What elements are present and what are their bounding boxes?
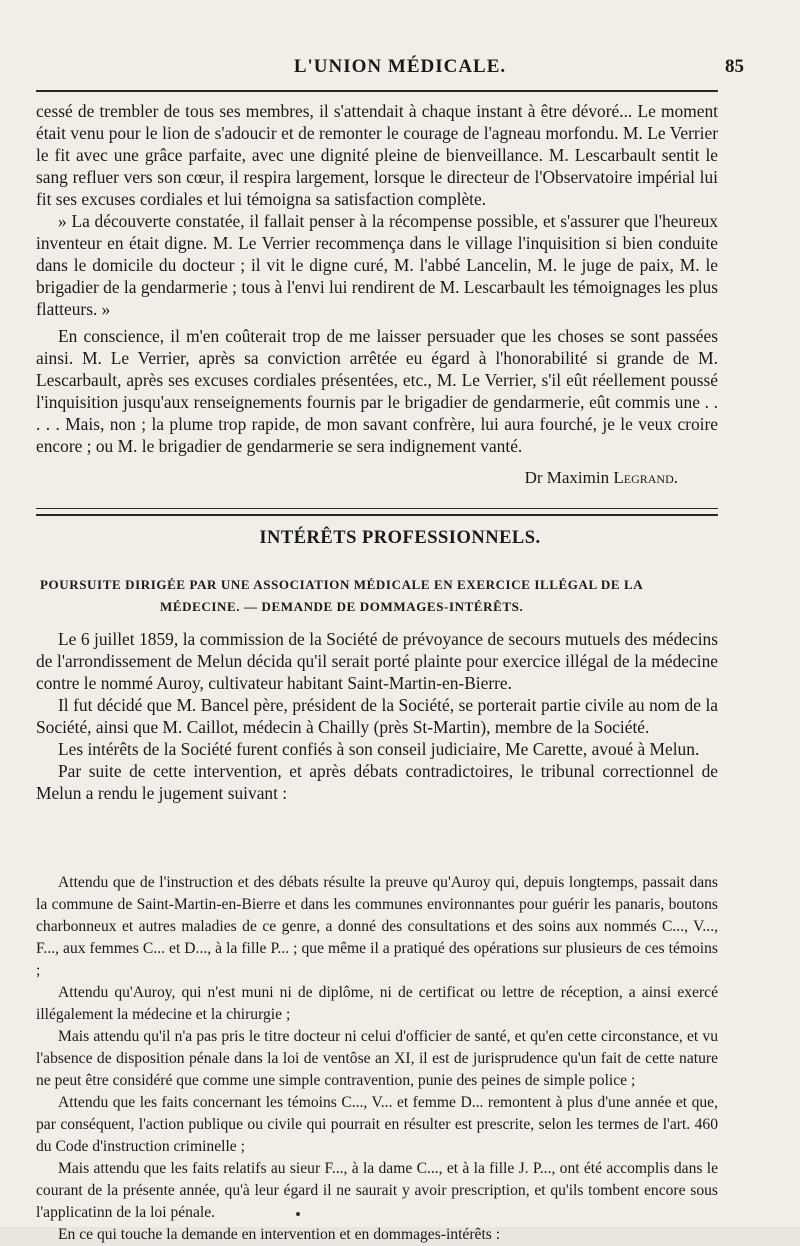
- judgment-paragraph: Attendu que de l'instruction et des débats résulte la preuve qu'Auroy qui, depuis longtemps, passait dans la commune de Saint-Martin-en-Bierre et dans les communes environnantes pour guérir les panaris, boutons charbonneux et autres maladies de ce genre, a donné des consultations et des soins aux nommés C..., V..., F..., aux femmes C... et D..., à la fille P... ; que même il a pratiqué des opérations sur plusieurs de ces témoins ;: [36, 874, 718, 979]
- section-subheading: [40, 574, 720, 618]
- article-paragraph: » La découverte constatée, il fallait penser à la récompense possible, et s'assurer que l'heureux inventeur en était digne. M. Le Verrier recommença dans le village l'inquisition si bien conduite dans le domicile du docteur ; il vit le digne curé, M. l'abbé Lancelin, M. le juge de paix, M. le brigadier de la gendarmerie ; tous à l'envi lui rendirent de M. Lescarbault les témoignages les plus flatteurs. »: [36, 211, 718, 319]
- judgment-paragraph: Attendu qu'Auroy, qui n'est muni ni de diplôme, ni de certificat ou lettre de réception, a ainsi exercé illégalement la médecine et la chirurgie ;: [36, 984, 718, 1023]
- article-paragraph: En conscience, il m'en coûterait trop de me laisser persuader que les choses se sont passées ainsi. M. Le Verrier, après sa conviction arrêtée eu égard à l'honorabilité si grande de M. Lescarbault, après ses excuses cordiales présentées, etc., M. Le Verrier, s'il eût réellement poussé l'inquisition jusqu'aux renseignements fournis par le brigadier de gendarmerie, eût commis une . . . . . Mais, non ; la plume trop rapide, de mon savant confrère, lui aura fourché, je le veux croire encore ; ou M. le brigadier de gendarmerie se sera indignement vanté.: [36, 326, 718, 456]
- judgment-text: [36, 872, 718, 1246]
- section-body: [36, 628, 718, 804]
- running-title: L'UNION MÉDICALE.: [293, 56, 507, 77]
- ink-speck: [296, 1212, 300, 1216]
- page-number: 85: [725, 56, 744, 77]
- judgment-paragraph: Attendu que les faits concernant les témoins C..., V... et femme D... remontent à plus d'une année et que, par conséquent, l'action publique ou civile qui pourrait en résulter est prescrite, selon les termes de l'art. 460 du Code d'instruction criminelle ;: [36, 1094, 718, 1155]
- section-paragraph: Le 6 juillet 1859, la commission de la Société de prévoyance de secours mutuels des médecins de l'arrondissement de Melun décida qu'il serait porté plainte pour exercice illégal de la médecine contre le nommé Auroy, cultivateur habitant Saint-Martin-en-Bierre.: [36, 629, 718, 693]
- page-header: [0, 56, 800, 84]
- section-divider: [36, 508, 718, 516]
- header-rule: [36, 90, 718, 92]
- judgment-paragraph: Mais attendu qu'il n'a pas pris le titre docteur ni celui d'officier de santé, et qu'en cette circonstance, et vu l'absence de disposition pénale dans la loi de ventôse an XI, il est de jurisprudence qu'un fait de cette nature ne peut être considéré que comme une simple contravention, punie des peines de simple police ;: [36, 1028, 718, 1089]
- article-continuation: [36, 100, 718, 489]
- article-paragraph: cessé de trembler de tous ses membres, il s'attendait à chaque instant à être dévoré... Le moment était venu pour le lion de s'adoucir et de remonter le courage de l'agneau morfondu. M. Le Verrier le fit avec une grâce parfaite, avec une dignité pleine de bienveillance. M. Lescarbault sentit le sang refluer vers son cœur, il respira largement, lorsque le directeur de l'Observatoire impérial lui fit ses excuses cordiales et lui témoigna sa satisfaction complète.: [36, 101, 718, 209]
- signature: [36, 467, 718, 489]
- subheading-line-1: POURSUITE DIRIGÉE PAR UNE ASSOCIATION MÉDICALE EN EXERCICE ILLÉGAL DE LA: [40, 577, 644, 592]
- signature-name: Legrand.: [613, 468, 678, 487]
- section-paragraph: Il fut décidé que M. Bancel père, président de la Société, se porterait partie civile au nom de la Société, ainsi que M. Caillot, médecin à Chailly (près St-Martin), membre de la Société.: [36, 695, 718, 737]
- subheading-line-2: MÉDECINE. — DEMANDE DE DOMMAGES-INTÉRÊTS.: [160, 599, 524, 614]
- judgment-paragraph: Mais attendu que les faits relatifs au sieur F..., à la dame C..., et à la fille J. P..., ont été accomplis dans le courant de la présente année, qu'à leur égard il ne saurait y avoir prescription, et qu'ils tombent encore sous l'applicatinn de la loi pénale.: [36, 1160, 718, 1221]
- section-title: INTÉRÊTS PROFESSIONNELS.: [259, 528, 541, 548]
- section-paragraph: Par suite de cette intervention, et après débats contradictoires, le tribunal correctionnel de Melun a rendu le jugement suivant :: [36, 761, 718, 803]
- judgment-paragraph: En ce qui touche la demande en intervention et en dommages-intérêts :: [58, 1226, 501, 1243]
- section-paragraph: Les intérêts de la Société furent confiés à son conseil judiciaire, Me Carette, avoué à Melun.: [58, 739, 700, 759]
- signature-prefix: Dr Maximin: [524, 468, 610, 487]
